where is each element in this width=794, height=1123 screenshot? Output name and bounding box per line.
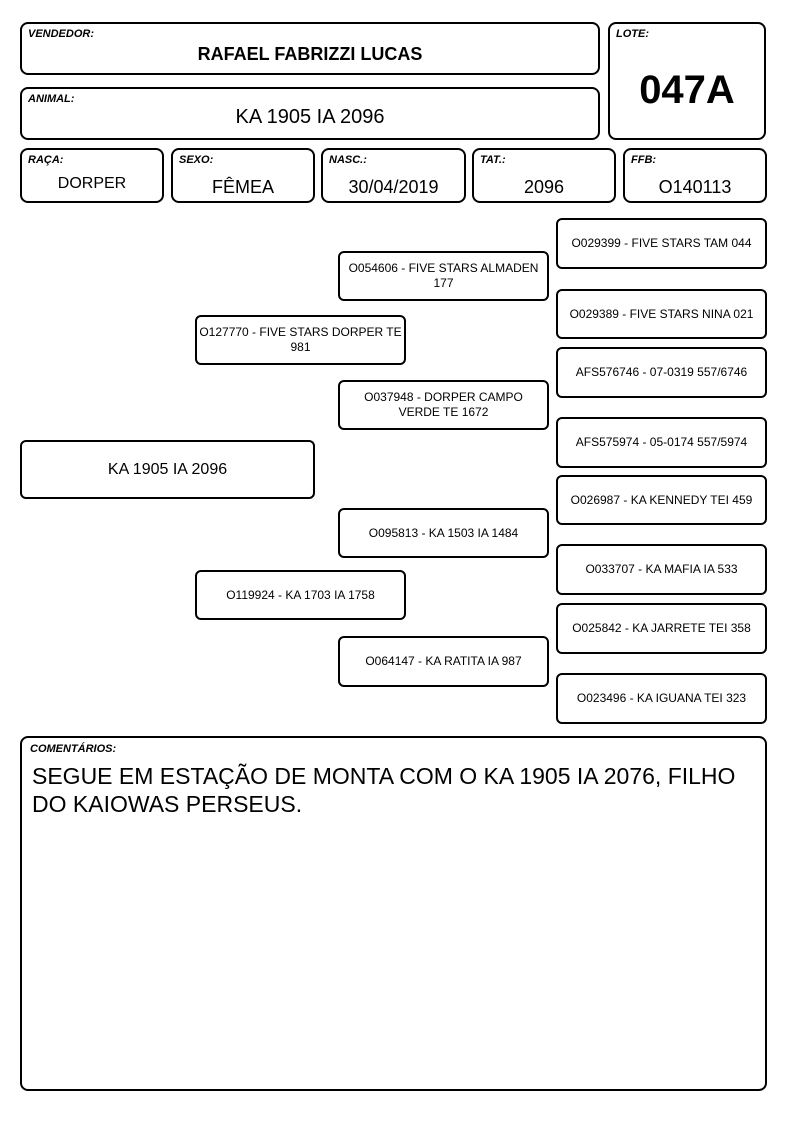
sexo-label: SEXO: xyxy=(179,154,214,166)
nasc-label: NASC.: xyxy=(329,154,367,166)
pedigree-ss-sire: O029399 - FIVE STARS TAM 044 xyxy=(556,218,767,269)
pedigree-ds-sire: O026987 - KA KENNEDY TEI 459 xyxy=(556,475,767,525)
comments-text: SEGUE EM ESTAÇÃO DE MONTA COM O KA 1905 IA 2076, FILHO DO KAIOWAS PERSEUS. xyxy=(32,763,736,817)
ffb-value: O140113 xyxy=(658,177,732,197)
pedigree-dd-dam: O023496 - KA IGUANA TEI 323 xyxy=(556,673,767,724)
pedigree-sire: O127770 - FIVE STARS DORPER TE 981 xyxy=(195,315,406,365)
raca-box xyxy=(20,148,164,203)
lote-value: 047A xyxy=(639,68,735,112)
sexo-value: FÊMEA xyxy=(211,177,274,197)
sexo-box xyxy=(171,148,315,203)
pedigree-ds-dam: O033707 - KA MAFIA IA 533 xyxy=(556,544,767,595)
vendedor-value: RAFAEL FABRIZZI LUCAS xyxy=(197,44,423,64)
animal-label: ANIMAL: xyxy=(28,93,75,105)
lote-box xyxy=(608,22,766,140)
lote-label: LOTE: xyxy=(616,28,649,40)
nasc-box xyxy=(321,148,466,203)
vendedor-box xyxy=(20,22,600,75)
pedigree-sd-dam: AFS575974 - 05-0174 557/5974 xyxy=(556,417,767,468)
raca-label: RAÇA: xyxy=(28,154,64,166)
tat-box xyxy=(472,148,616,203)
pedigree-dd-sire: O025842 - KA JARRETE TEI 358 xyxy=(556,603,767,654)
tat-label: TAT.: xyxy=(480,154,506,166)
pedigree-dam-sire: O095813 - KA 1503 IA 1484 xyxy=(338,508,549,558)
pedigree-dam: O119924 - KA 1703 IA 1758 xyxy=(195,570,406,620)
raca-value: DORPER xyxy=(57,175,127,192)
ffb-label: FFB: xyxy=(631,154,657,166)
pedigree-dam-dam: O064147 - KA RATITA IA 987 xyxy=(338,636,549,687)
pedigree-ss-dam: O029389 - FIVE STARS NINA 021 xyxy=(556,289,767,339)
ffb-box xyxy=(623,148,767,203)
pedigree-sire-sire: O054606 - FIVE STARS ALMADEN 177 xyxy=(338,251,549,301)
pedigree-animal: KA 1905 IA 2096 xyxy=(20,440,315,499)
nasc-value: 30/04/2019 xyxy=(348,177,439,197)
pedigree-sd-sire: AFS576746 - 07-0319 557/6746 xyxy=(556,347,767,398)
comments-label: COMENTÁRIOS: xyxy=(30,743,117,755)
animal-value: KA 1905 IA 2096 xyxy=(235,106,385,128)
tat-value: 2096 xyxy=(523,177,565,197)
pedigree-sire-dam: O037948 - DORPER CAMPO VERDE TE 1672 xyxy=(338,380,549,430)
comments-box xyxy=(20,736,767,1091)
vendedor-label: VENDEDOR: xyxy=(28,28,95,40)
animal-box xyxy=(20,87,600,140)
